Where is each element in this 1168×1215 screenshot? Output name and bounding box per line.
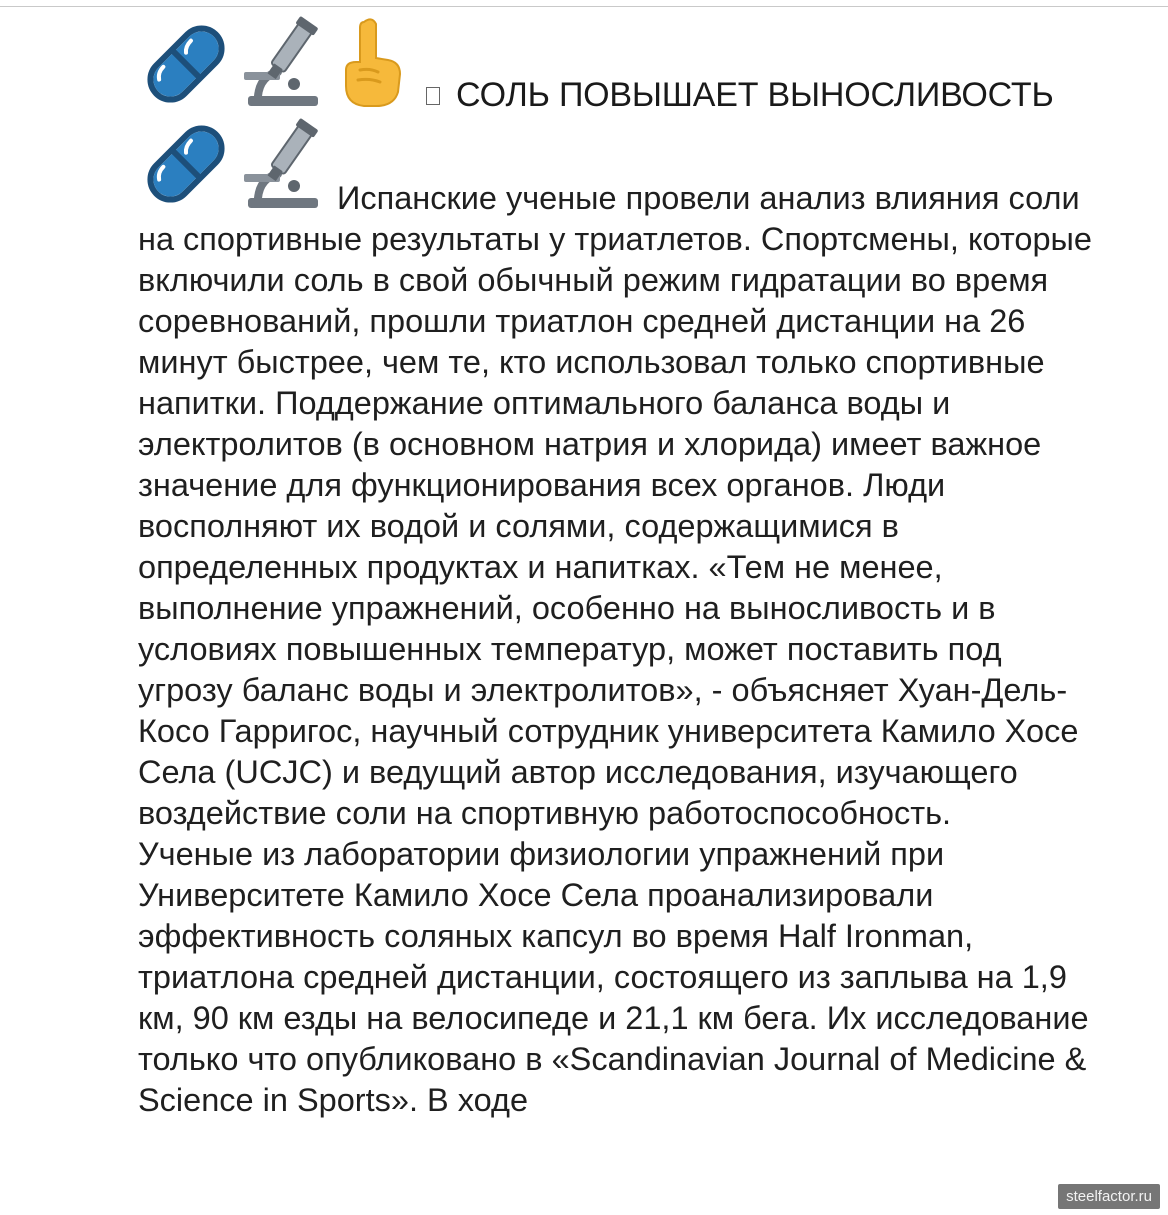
article-paragraph [138, 834, 1098, 1121]
pill-icon [138, 16, 234, 112]
site-watermark: steelfactor.ru [1058, 1184, 1160, 1209]
paragraph-1-text: Испанские ученые провели анализ влияния соли на спортивные результаты у триатлетов. Спортсмены, которые включили соль в свой обычный режим гидратации во время соревнований, прошли триатлон средней дистанции на 26 минут быстрее, чем те, кто использовал только спортивные напитки. Поддержание оптимального баланса воды и электролитов (в основном натрия и хлорида) имеет важное значение для функционирования всех органов. Люди восполняют их водой и солями, содержащимися в определенных продуктах и напитках. «Тем не менее, выполнение упражнений, особенно на выносливость и в условиях повышенных температур, может поставить под угрозу баланс воды и электролитов», - объясняет Хуан-Дель-Косо Гарригос, научный сотрудник университета Камило Хосе Села (UCJC) и ведущий автор исследования, изучающего воздействие соли на спортивную работоспособность. [138, 180, 1092, 831]
paragraph-2-text: Ученые из лаборатории физиологии упражнений при Университете Камило Хосе Села проанализировали эффективность соляных капсул во время Half Ironman, триатлона средней дистанции, состоящего из заплыва на 1,9 км, 90 км езды на велосипеде и 21,1 км бега. Их исследование только что опубликовано в «Scandinavian Journal of Medicine & Science in Sports». В ходе [138, 836, 1089, 1118]
article-paragraph [138, 178, 1098, 834]
top-divider [0, 6, 1168, 7]
article-title: СОЛЬ ПОВЫШАЕТ ВЫНОСЛИВОСТЬ [456, 76, 1054, 114]
pointing-up-icon [334, 14, 410, 110]
heading-row [138, 14, 1128, 114]
microscope-icon [238, 14, 324, 110]
placeholder-box-glyph [426, 87, 440, 105]
article-body [138, 178, 1098, 1121]
icon-indent [138, 208, 337, 209]
